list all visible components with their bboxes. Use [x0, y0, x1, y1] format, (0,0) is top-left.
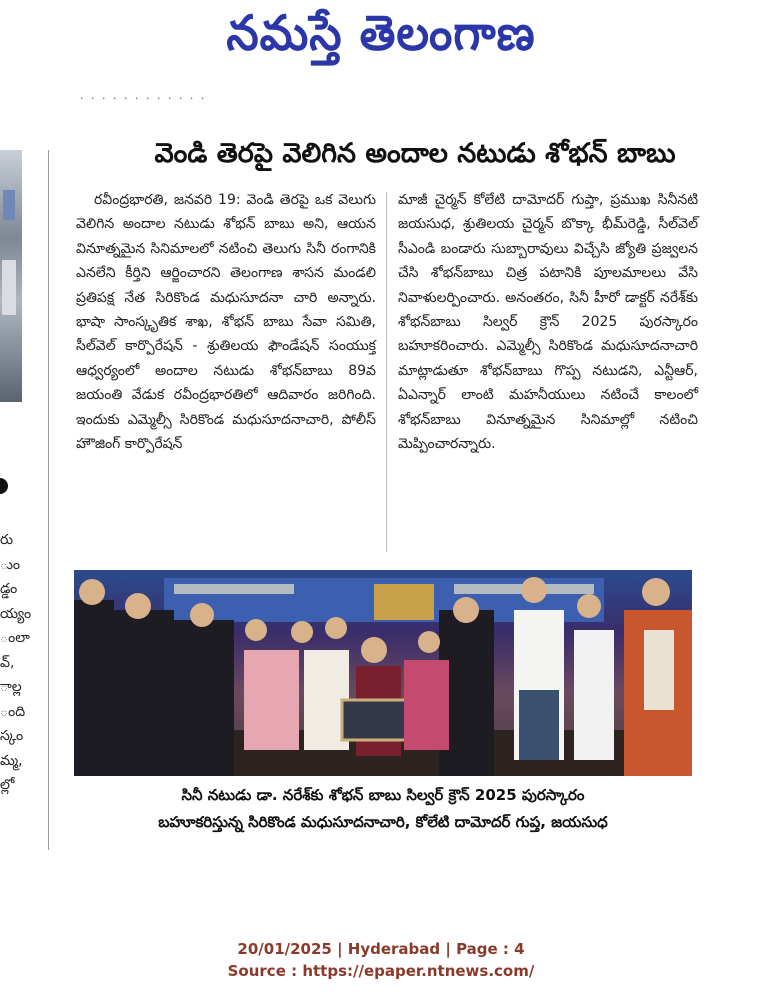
caption-line-2: బహూకరిస్తున్న సిరికొండ మధుసూదనాచారి, కోలేటి దామోదర్ గుప్త, జయసుధ [158, 813, 608, 831]
footer-date-edition: 20/01/2025 | Hyderabad | Page : 4 [237, 940, 525, 958]
adjacent-story-text [0, 528, 32, 798]
adjacent-story-snippet: వ్, [0, 654, 15, 671]
adjacent-story-snippet: ంలా [0, 630, 30, 646]
adjacent-story-snippet: స్కం [0, 728, 24, 744]
adjacent-story-snippet: ాల్ల [0, 679, 22, 695]
caption-line-1: సినీ నటుడు డా. నరేశ్‌కు శోభన్ బాబు సిల్వర్ క్రౌన్ 2025 పురస్కారం [181, 786, 585, 804]
footer-source: Source : https://epaper.ntnews.com/ [227, 962, 535, 980]
article-paragraph-2: మాజీ చైర్మన్ కోలేటి దామోదర్ గుప్తా, ప్రముఖ సినీనటి జయసుధ, శ్రుతిలయ చైర్మన్ బొక్కా భీమ్‌రెడ్డి, సీల్‌వెల్ సీఎండి బండారు సుబ్బారావులు విచ్చేసి జ్యోతి ప్రజ్వలన చేసి శోభన్‌బాబు చిత్ర పటానికి పూలమాలలు వేసి నివాళులర్పించారు. అనంతరం, సినీ హీరో డాక్టర్ నరేశ్‌కు శోభన్‌బాబు సిల్వర్ క్రౌన్ 2025 పురస్కారం బహూకరించారు. ఎమ్మెల్సీ సిరికొండ మధుసూదనాచారి మాట్లాడుతూ శోభన్‌బాబు గొప్ప నటుడని, ఎన్టీఆర్, ఏఎన్నార్ లాంటి మహనీయులు నటించే కాలంలో శోభన్‌బాబు వినూత్నమైన సినిమాల్లో నటించి మెప్పించారన్నారు. [398, 192, 698, 453]
adjacent-story-snippet: ల్లో [0, 777, 15, 793]
adjacent-story-snippet: ుం [0, 556, 21, 573]
adjacent-story-snippet: డ్డం [0, 581, 18, 597]
masthead [0, 0, 762, 78]
event-photo [74, 570, 692, 776]
adjacent-story-photo [0, 150, 22, 402]
adjacent-story-snippet: మ్మ, [0, 752, 23, 769]
article-column-1 [76, 188, 376, 456]
column-divider [48, 150, 49, 850]
photo-caption [74, 782, 692, 836]
adjacent-story-snippet: రు [0, 532, 14, 548]
page-footer [0, 938, 762, 982]
newspaper-logo: నమస్తే తెలంగాణ [226, 4, 536, 62]
column-divider [386, 192, 387, 552]
article-headline: వెండి తెరపై వెలిగిన అందాల నటుడు శోభన్ బాబు [154, 138, 676, 169]
adjacent-story-snippet: ంది [0, 703, 26, 720]
adjacent-story-marker [0, 478, 8, 494]
strip-line: · · · · · · · · · · · · [80, 92, 207, 105]
article-paragraph-1: రవీంద్రభారతి, జనవరి 19: వెండి తెరపై ఒక వెలుగు వెలిగిన అందాల నటుడు శోభన్ బాబు అని, ఆయన వినూత్నమైన సినిమాలలో నటించి తెలుగు సినీ రంగానికి ఎనలేని కీర్తిని ఆర్జించారని తెలంగాణ శాసన మండలి ప్రతిపక్ష నేత సిరికొండ మధుసూదనా చారి అన్నారు. భాషా సాంస్కృతిక శాఖ, శోభన్ బాబు సేవా సమితి, సీల్‌వెల్ కార్పొరేషన్ - శ్రుతిలయ ఫౌండేషన్ సంయుక్త ఆధ్వర్యంలో అందాల నటుడు శోభన్‌బాబు 89వ జయంతి వేడుక రవీంద్రభారతిలో ఆదివారం జరిగింది. ఇందుకు ఎమ్మెల్సీ సిరికొండ మధుసూదనాచారి, పోలీస్ హౌజింగ్ కార్పొరేషన్ [76, 192, 376, 453]
adjacent-story-snippet: య్యం [0, 605, 32, 622]
article-column-2 [398, 188, 698, 456]
